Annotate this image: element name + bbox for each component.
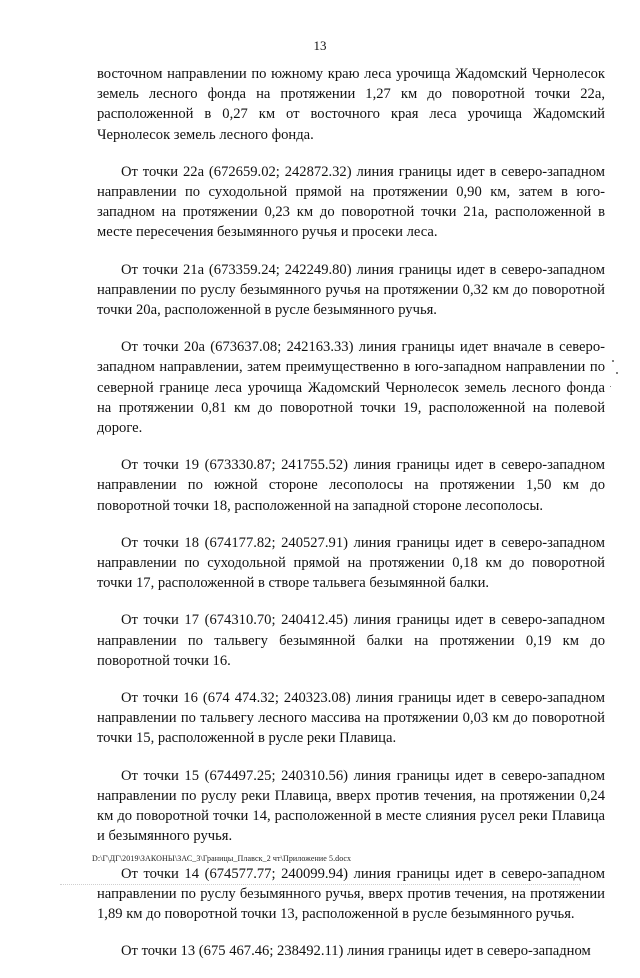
paragraph-point-18: От точки 18 (674177.82; 240527.91) линия границы идет в северо-западном направлении по суходольной прямой на протяжении 0,18 км до поворотной точки 17, расположенной в створе тальвега безымянной балки. (97, 534, 605, 592)
paragraph-point-15: От точки 15 (674497.25; 240310.56) линия границы идет в северо-западном направлении по руслу реки Плавица, вверх против течения, на протяжении 0,24 км до поворотной точки 14, расположенной в месте слияния русел реки Плавица и безымянного ручья. (97, 767, 605, 845)
scan-speck (612, 360, 614, 362)
page-number: 13 (313, 38, 327, 53)
bottom-scan-line (60, 884, 580, 885)
paragraph-point-13: От точки 13 (675 467.46; 238492.11) линия границы идет в северо-западном (121, 943, 591, 960)
paragraph-point-14: От точки 14 (674577.77; 240099.94) линия границы идет в северо-западном направлении по руслу безымянного ручья, вверх против течения, на протяжении 1,89 км до поворотной точки 13, расположенной в русле безымянного ручья. (97, 865, 605, 922)
document-body (97, 64, 605, 978)
paragraph-point-21a: От точки 21а (673359.24; 242249.80) линия границы идет в северо-западном направлении по руслу безымянного ручья на протяжении 0,32 км до поворотной точки 20а, расположенной в русле безымянного ручья. (97, 261, 605, 319)
scan-speck (616, 372, 618, 374)
paragraph-continuation: восточном направлении по южному краю леса урочища Жадомский Чернолесок земель лесного фонда на протяжении 1,27 км до поворотной точки 22а, расположенной в 0,27 км от восточного края леса урочища Жадомский Чернолесок земель лесного фонда. (97, 66, 605, 143)
paragraph-point-20a: От точки 20а (673637.08; 242163.33) линия границы идет вначале в северо-западном направлении, затем преимущественно в юго-западном направлении по северной границе леса урочища Жадомский Чернолесок земель лесного фонда на протяжении 0,81 км до поворотной точки 19, расположенной на полевой дороге. (97, 339, 605, 437)
scan-speck (610, 386, 611, 387)
paragraph-point-16: От точки 16 (674 474.32; 240323.08) линия границы идет в северо-западном направлении по тальвегу лесного массива на протяжении 0,03 км до поворотной точки 15, расположенной в русле реки Плавица. (97, 690, 605, 747)
paragraph-point-17: От точки 17 (674310.70; 240412.45) линия границы идет в северо-западном направлении по тальвегу безымянной балки на протяжении 0,19 км до поворотной точки 16. (97, 612, 605, 669)
footer-file-path: D:\Г\ДГ\2019\ЗАКОНЫ\ЗАС_3\Границы_Плавск_2 чт\Приложение 5.docx (92, 854, 352, 863)
paragraph-point-22a: От точки 22а (672659.02; 242872.32) линия границы идет в северо-западном направлении по суходольной прямой на протяжении 0,90 км, затем в юго-западном на протяжении 0,23 км до поворотной точки 21а, расположенной в месте пересечения безымянного ручья и просеки леса. (97, 163, 605, 241)
paragraph-point-19: От точки 19 (673330.87; 241755.52) линия границы идет в северо-западном направлении по южной стороне лесополосы на протяжении 1,50 км до поворотной точки 18, расположенной на западной стороне лесополосы. (97, 457, 605, 514)
